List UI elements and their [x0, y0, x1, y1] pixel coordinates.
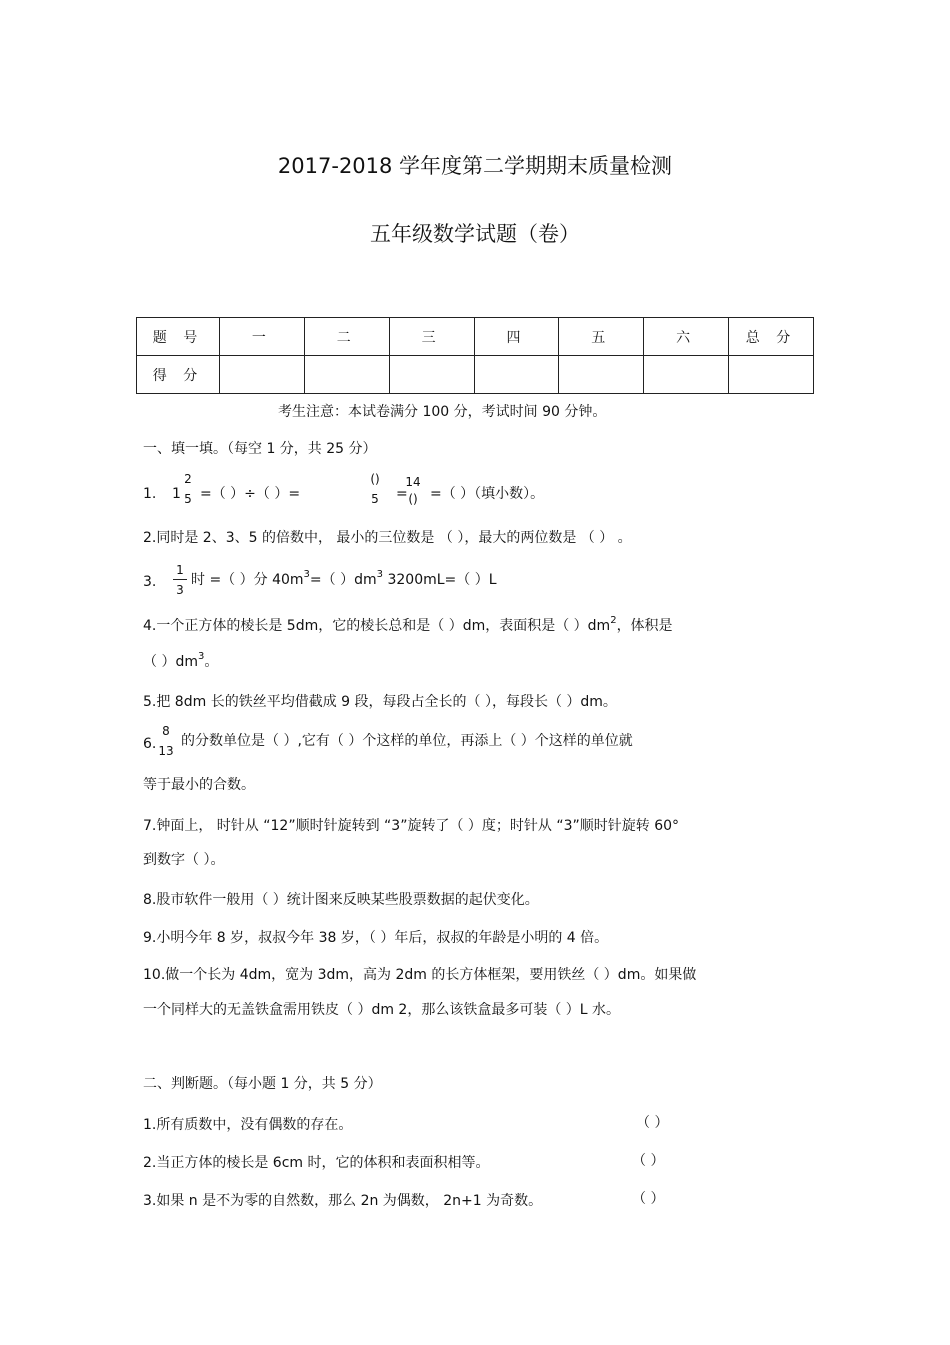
- fraction-numerator: 8: [162, 724, 170, 738]
- answer-paren[interactable]: （ ）: [636, 1115, 669, 1131]
- judge-item-2: 2.当正方体的棱长是 6cm 时，它的体积和表面积相等。: [143, 1155, 490, 1171]
- q4-text-c: （ ）dm: [143, 654, 198, 670]
- fraction-numerator: 2: [184, 472, 192, 486]
- table-cell: 四: [474, 318, 559, 356]
- q1-text-a: =（ ）÷（ ）=: [200, 486, 301, 502]
- fraction-denominator: (): [408, 492, 418, 506]
- judge-item-3: 3.如果 n 是不为零的自然数，那么 2n 为偶数， 2n+1 为奇数。: [143, 1193, 543, 1209]
- q10-line2: 一个同样大的无盖铁盒需用铁皮（ ）dm 2，那么该铁盒最多可装（ ）L 水。: [143, 1002, 621, 1018]
- table-cell: 总 分: [729, 318, 814, 356]
- table-cell: 五: [559, 318, 644, 356]
- q6-line2: 等于最小的合数。: [143, 777, 255, 793]
- q10-line1: 10.做一个长为 4dm，宽为 3dm，高为 2dm 的长方体框架，要用铁丝（ ）dm。如果做: [143, 967, 697, 983]
- q1-number: 1.: [143, 486, 157, 502]
- superscript: 3: [376, 569, 384, 580]
- judge-item-1: 1.所有质数中，没有偶数的存在。: [143, 1117, 353, 1133]
- fraction-numerator: 14: [405, 475, 421, 489]
- score-input-cell[interactable]: [559, 356, 644, 394]
- q8-text: 8.股市软件一般用（ ）统计图来反映某些股票数据的起伏变化。: [143, 892, 539, 908]
- score-table-header-row: [137, 318, 814, 356]
- q4-line1: [143, 616, 673, 638]
- q4-text-d: 。: [204, 654, 219, 670]
- q6-fraction: [158, 724, 174, 758]
- q4-text-b: ，体积是: [616, 618, 673, 634]
- answer-paren[interactable]: （ ）: [632, 1191, 665, 1207]
- q3-text-a: 时 =（ ）分 40m: [191, 572, 304, 588]
- q6-text: 的分数单位是（ ）,它有（ ）个这样的单位，再添上（ ）个这样的单位就: [181, 733, 633, 749]
- exam-subtitle: 五年级数学试题（卷）: [370, 222, 580, 246]
- q1-text-b: =（ ）（填小数）。: [430, 486, 545, 502]
- fraction-denominator: 5: [371, 492, 379, 506]
- fraction-denominator: 13: [158, 744, 174, 758]
- superscript: 2: [610, 615, 617, 626]
- score-input-cell[interactable]: [304, 356, 389, 394]
- q5-text: 5.把 8dm 长的铁丝平均借截成 9 段，每段占全长的（ ），每段长（ ）dm。: [143, 694, 617, 710]
- q1-fraction: [182, 472, 194, 506]
- q3-fraction: [173, 563, 187, 597]
- table-cell: 三: [389, 318, 474, 356]
- superscript: 3: [197, 651, 205, 662]
- score-table-score-row: [137, 356, 814, 394]
- fraction-numerator: (): [370, 472, 380, 486]
- q1-fraction-3: [404, 475, 422, 506]
- table-cell: 一: [220, 318, 305, 356]
- q3-number: 3.: [143, 574, 157, 590]
- q6-number: 6.: [143, 736, 157, 752]
- fraction-denominator: 3: [173, 579, 187, 597]
- fraction-numerator: 1: [176, 563, 184, 577]
- score-table: [136, 317, 814, 394]
- q2-text: 2.同时是 2、3、5 的倍数中， 最小的三位数是 （ ），最大的两位数是 （ ） 。: [143, 530, 632, 546]
- q3-text: [191, 570, 497, 592]
- fraction-denominator: 5: [184, 492, 192, 506]
- q3-text-c: 3200mL=（ ）L: [383, 572, 497, 588]
- section2-heading: 二、判断题。（每小题 1 分，共 5 分）: [143, 1076, 382, 1092]
- table-cell: 得 分: [137, 356, 220, 394]
- exam-title: 2017-2018 学年度第二学期期末质量检测: [277, 154, 673, 178]
- q9-text: 9.小明今年 8 岁，叔叔今年 38 岁，（ ）年后，叔叔的年龄是小明的 4 倍。: [143, 930, 609, 946]
- score-input-cell[interactable]: [389, 356, 474, 394]
- table-cell: 六: [644, 318, 729, 356]
- section1-heading: 一、填一填。（每空 1 分，共 25 分）: [143, 441, 377, 457]
- q1-fraction-2: [368, 472, 382, 506]
- score-input-cell[interactable]: [644, 356, 729, 394]
- table-cell: 二: [304, 318, 389, 356]
- q7-line1: 7.钟面上， 时针从 “12”顺时针旋转到 “3”旋转了（ ）度；时针从 “3”顺时针旋转 60°: [143, 818, 680, 834]
- score-input-cell[interactable]: [474, 356, 559, 394]
- q4-text-a: 4.一个正方体的棱长是 5dm，它的棱长总和是（ ）dm，表面积是（ ）dm: [143, 618, 611, 634]
- answer-paren[interactable]: （ ）: [632, 1153, 665, 1169]
- superscript: 3: [303, 569, 310, 580]
- q1-whole: 1: [172, 486, 181, 502]
- q3-text-b: =（ ）dm: [309, 572, 377, 588]
- score-input-cell[interactable]: [729, 356, 814, 394]
- table-cell: 题 号: [137, 318, 220, 356]
- exam-notice: 考生注意：本试卷满分 100 分，考试时间 90 分钟。: [278, 404, 607, 420]
- q7-line2: 到数字（ ）。: [143, 852, 225, 868]
- q4-line2: [143, 652, 218, 674]
- score-input-cell[interactable]: [220, 356, 305, 394]
- q1-equals: =: [396, 486, 408, 502]
